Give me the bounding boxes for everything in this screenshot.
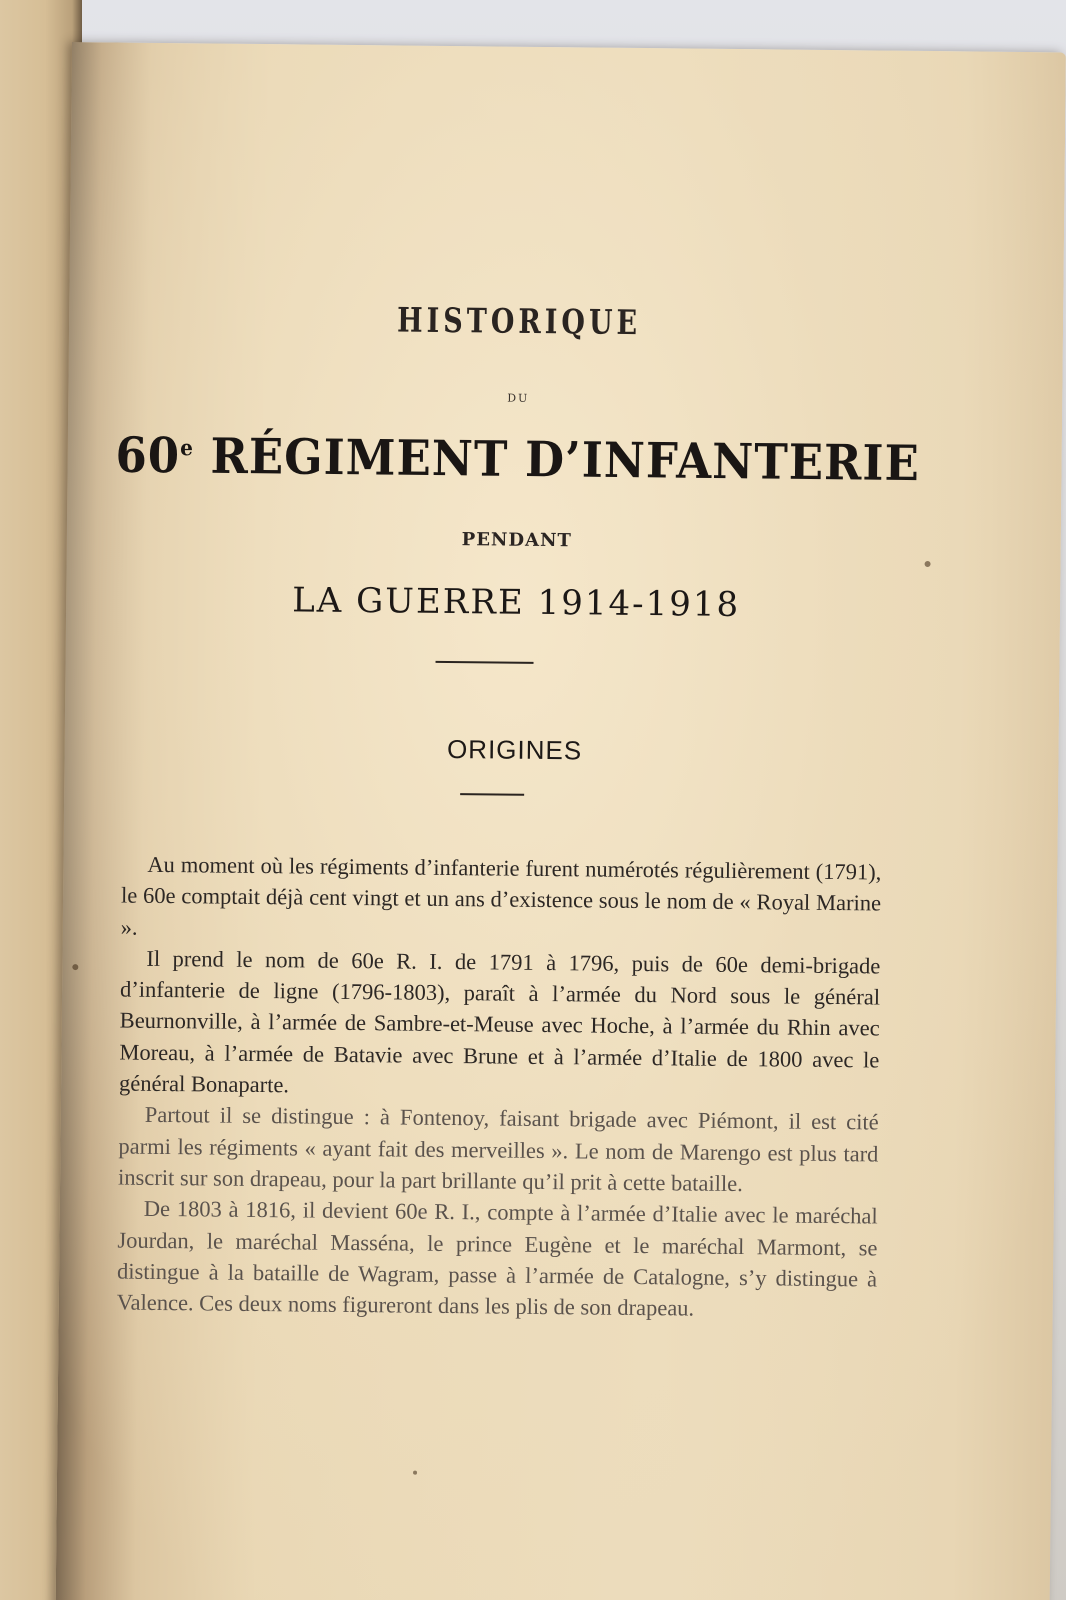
page-content bbox=[56, 42, 1066, 1600]
regiment-number: 60 bbox=[115, 426, 181, 485]
title-pendant: PENDANT bbox=[461, 529, 572, 552]
title-divider bbox=[436, 661, 534, 664]
regiment-name: RÉGIMENT D’INFANTERIE bbox=[193, 427, 921, 493]
body-text bbox=[117, 849, 882, 1326]
regiment-number-suffix: e bbox=[180, 434, 195, 461]
title-historique: HISTORIQUE bbox=[396, 301, 642, 343]
ink-spot bbox=[413, 1471, 417, 1475]
title-regiment bbox=[67, 426, 968, 493]
book-page bbox=[56, 42, 1066, 1600]
paragraph-2: Il prend le nom de 60e R. I. de 1791 à 1796, puis de 60e demi-brigade d’infanterie de ligne (1796-1803), paraît à l’armée du Nord sous le général Beurnonville, à l’armée de Sambre-et-Meuse avec Hoche, à l’armée du Rhin avec Moreau, à l’armée de Batavie avec Brune et à l’armée d’Italie de 1800 avec le général Bonaparte. bbox=[118, 945, 881, 1098]
paragraph-1: Au moment où les régiments d’infanterie furent numérotés régulièrement (1791), le 60e comptait déjà cent vingt et un ans d’existence sous le nom de « Royal Marine ». bbox=[120, 851, 882, 940]
paragraph-3: Partout il se distingue : à Fontenoy, faisant brigade avec Piémont, il est cité parmi les régiments « ayant fait des merveilles ». Le nom de Marengo est plus tard inscrit sur son drapeau, pour la part brillante qu’il prit à cette bataille. bbox=[117, 1102, 879, 1197]
section-divider bbox=[460, 793, 524, 796]
section-heading: ORIGINES bbox=[446, 733, 583, 766]
paragraph-4: De 1803 à 1816, il devient 60e R. I., compte à l’armée d’Italie avec le maréchal Jourdan, le maréchal Masséna, le prince Eugène et le maréchal Marmont, se distingue à la bataille de Wagram, passe à l’armée de Catalogne, s’y distingue à Valence. Ces deux noms figureront dans les plis de son drapeau. bbox=[116, 1196, 878, 1321]
title-guerre: LA GUERRE 1914-1918 bbox=[291, 580, 741, 626]
ink-spot bbox=[925, 561, 931, 567]
title-du: DU bbox=[507, 391, 530, 405]
ink-spot bbox=[72, 964, 78, 970]
